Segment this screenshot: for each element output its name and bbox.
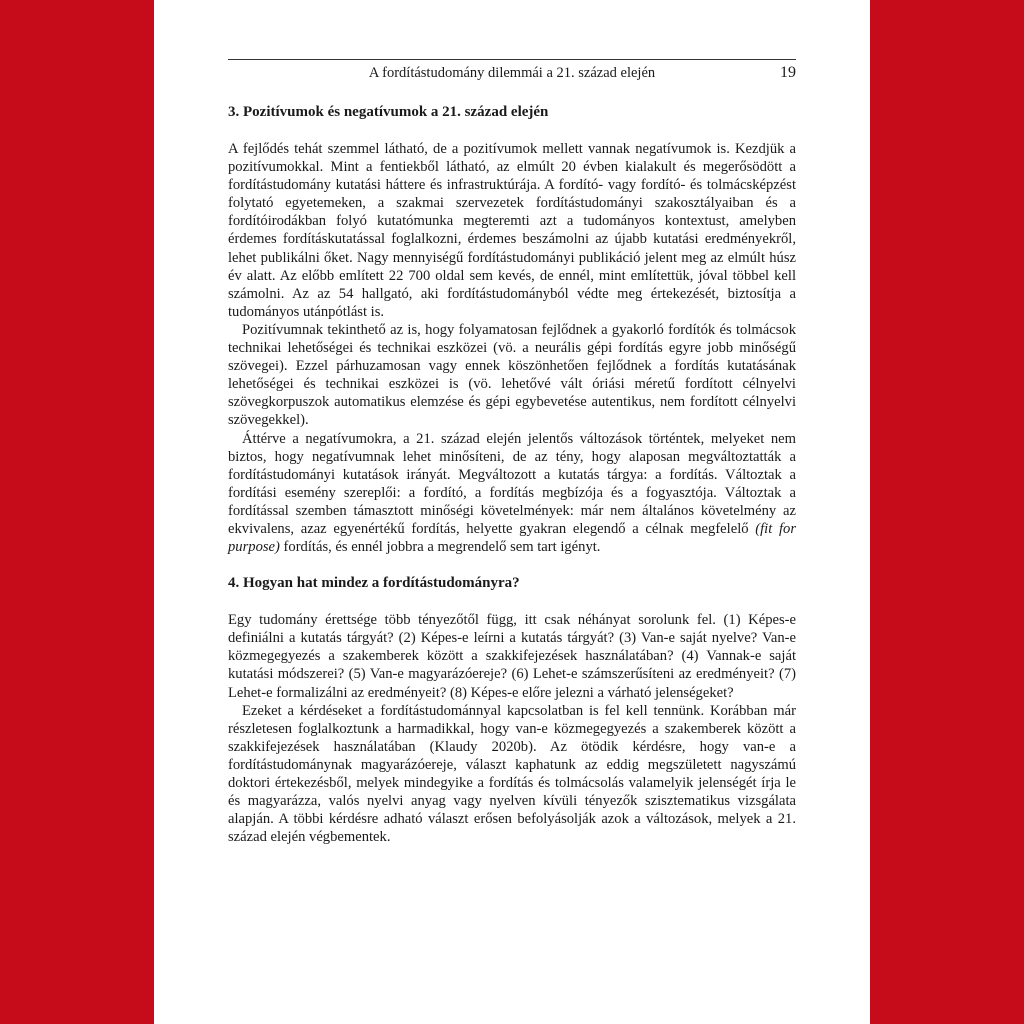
paragraph-3-italic: (fit for purpose) [228,520,797,556]
section-4-heading: 4. Hogyan hat mindez a fordítástudományra? [228,575,520,592]
section-3-heading: 3. Pozitívumok és negatívumok a 21. század elején [228,104,549,120]
section-3-paragraph-3 [228,430,796,557]
section-3-paragraph-2: Pozitívumnak tekinthető az is, hogy folyamatosan fejlődnek a gyakorló fordítók és tolmácsok technikai lehetőségei és technikai eszközei (vö. a neurális gépi fordítás egyre jobb minőségű szövegei). Ezzel párhuzamosan vagy ennek köszönhetően fejlődnek a fordítás kutatásának lehetőségei és technikai eszközei is (vö. lehetővé vált óriási méretű fordított célnyelvi szövegkorpuszok automatikus elemzése és gépi egybevetése autentikus, nem fordított célnyelvi szövegekkel). [228,321,796,429]
book-page [154,0,870,1024]
page-number: 19 [780,64,796,81]
section-3-paragraph-1: A fejlődés tehát szemmel látható, de a pozitívumok mellett vannak negatívumok is. Kezdjük a pozitívumokkal. Mint a fentiekből látható, az elmúlt 20 évben kialakult és megerősödött a fordítástudomány kutatási háttere és infrastruktúrája. A fordító- vagy fordító- és tolmácsképzést folytató egyetemeken, a szakmai szervezetek fordítástudományi szakosztályaiban és a fordítóirodákban folyó kutatómunka megteremti azt a tudományos kontextust, amelyben érdemes fordításkutatással foglalkozni, érdemes beszámolni az újabb kutatási eredményekről, lehet publikálni őket. Nagy mennyiségű fordítástudományi publikáció jelent meg az elmúlt húsz év alatt. Az előbb említett 22 700 oldal sem kevés, de ennél, mint említettük, jóval többel kell számolni. Az az 54 hallgató, aki fordítástudományból védte meg értekezését, biztosítja a tudományos utánpótlást is. [228,141,796,320]
paragraph-3-text-b: fordítás, és ennél jobbra a megrendelő sem tart igényt. [279,539,601,556]
section-4-paragraph-2: Ezeket a kérdéseket a fordítástudománnyal kapcsolatban is fel kell tennünk. Korábban már részletesen foglalkoztunk a harmadikkal, hogy van-e közmegegyezés a szakemberek között a szakkifejezések használatában (Klaudy 2020b). Az ötödik kérdésre, hogy van-e a fordítástudománynak magyarázóereje, választ kaphatunk az eddig megszületett nagyszámú doktori értekezésből, melyek mindegyike a fordítás és tolmácsolás valamelyik jelenségét írja le és magyarázza, valós nyelvi anyag vagy nyelven kívüli tényezők szisztematikus vizsgálata alapján. A többi kérdésre adható választ erősen befolyásolják azok a változások, melyek a 21. század elején végbementek. [228,702,796,846]
body-text [228,103,796,846]
paragraph-3-text-a: Áttérve a negatívumokra, a 21. század elején jelentős változások történtek, melyeket nem biztos, hogy negatívumnak lehet minősíteni, de az tény, hogy alaposan megváltoztatták a fordítástudományi kutatások irányát. Megváltozott a kutatás tárgya: a fordítás. Változtak a fordítási esemény szereplői: a fordító, a fordítás megbízója és a fogyasztója. Változtak a fordítással szemben támasztott minőségi követelmények: már nem általános követelmény az ekvivalens, azaz egyenértékű fordítás, helyette gyakran elegendő a célnak megfelelő [228,430,796,537]
running-header [228,59,796,81]
running-title: A fordítástudomány dilemmái a 21. század elején [368,65,656,81]
section-4-paragraph-1: Egy tudomány érettsége több tényezőtől függ, itt csak néhányat sorolunk fel. (1) Képes-e definiálni a kutatás tárgyát? (2) Képes-e leírni a kutatás tárgyát? (3) Van-e saját nyelve? Van-e közmegegyezés a szakemberek között a szakkifejezések használatában? (4) Vannak-e saját kutatási módszerei? (5) Van-e magyarázóereje? (6) Lehet-e számszerűsíteni az eredményeit? (7) Lehet-e formalizálni az eredményeit? (8) Képes-e előre jelezni a várható jelenségeket? [228,612,796,701]
